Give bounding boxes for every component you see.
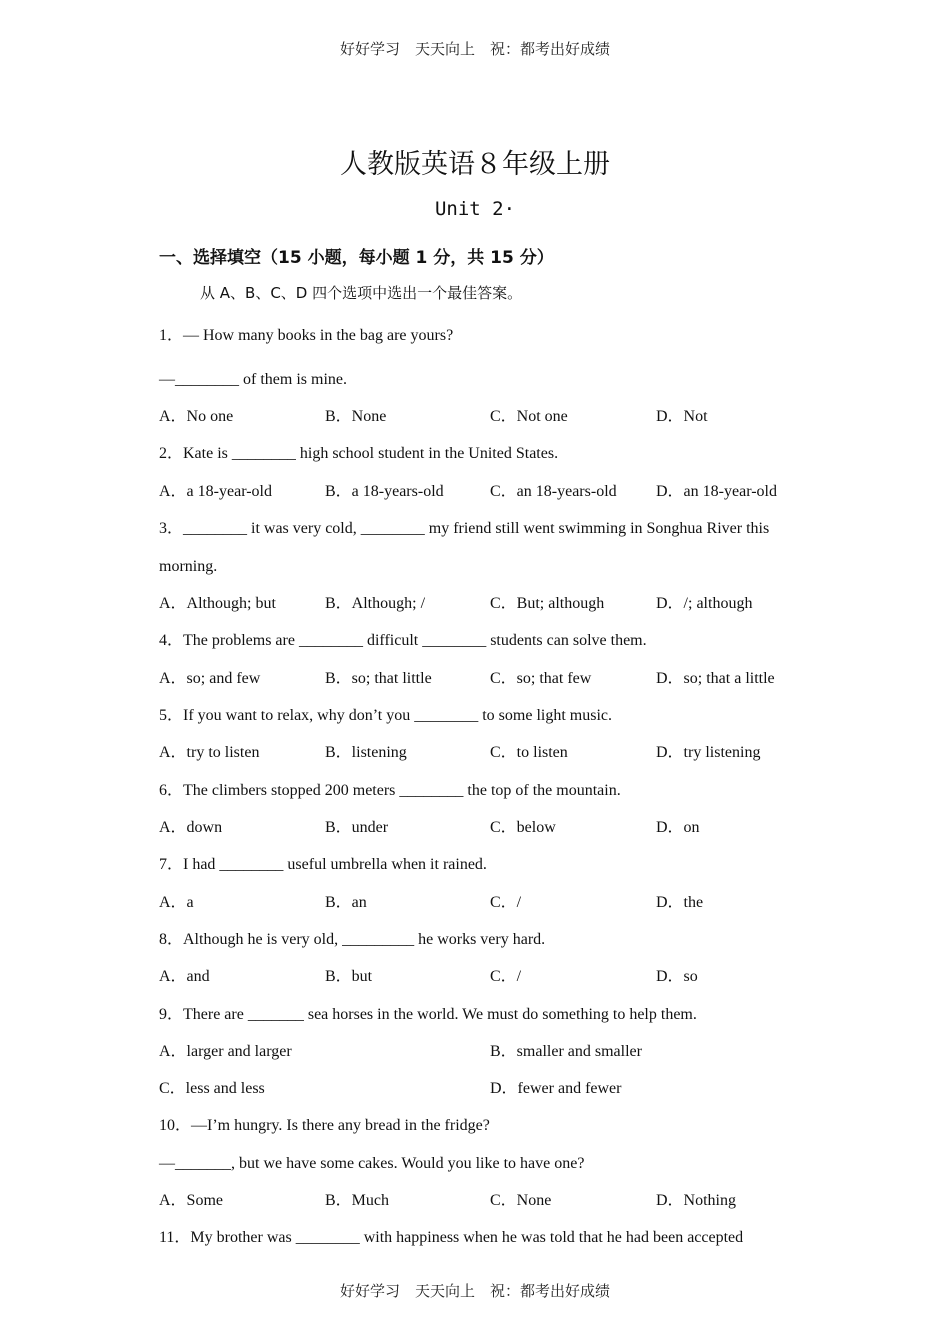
question-8-option-a: A．and [159, 968, 210, 985]
question-2-option-b: B．a 18-years-old [325, 483, 444, 500]
question-10-option-a: A．Some [159, 1192, 224, 1209]
question-9-option-a: A．larger and larger [159, 1043, 292, 1060]
question-2-stem: 2．Kate is ________ high school student in the United States. [159, 445, 559, 462]
question-10-option-d: D．Nothing [656, 1192, 737, 1209]
question-1-stem-continued: —________ of them is mine. [159, 371, 347, 388]
question-3-option-d: D．/; although [656, 595, 753, 612]
question-4-option-b: B．so; that little [325, 670, 432, 687]
question-9-option-d: D．fewer and fewer [490, 1080, 622, 1097]
question-8-stem: 8．Although he is very old, _________ he works very hard. [159, 931, 546, 948]
question-2-option-a: A．a 18-year-old [159, 483, 272, 500]
question-7-option-b: B．an [325, 894, 367, 911]
section-heading: 一、选择填空（15 小题，每小题 1 分，共 15 分） [159, 248, 554, 268]
unit-subtitle: Unit 2· [434, 198, 516, 220]
question-9-option-c: C．less and less [159, 1080, 265, 1097]
question-9-option-b: B．smaller and smaller [490, 1043, 642, 1060]
question-7-stem: 7．I had ________ useful umbrella when it rained. [159, 856, 487, 873]
question-1-stem: 1．— How many books in the bag are yours? [159, 327, 454, 344]
question-6-option-d: D．on [656, 819, 700, 836]
question-5-option-c: C．to listen [490, 744, 568, 761]
question-1-option-a: A．No one [159, 408, 234, 425]
question-8-option-d: D．so [656, 968, 698, 985]
question-5-option-d: D．try listening [656, 744, 761, 761]
question-8-option-c: C．/ [490, 968, 522, 985]
question-5-option-b: B．listening [325, 744, 407, 761]
question-3-stem: 3．________ it was very cold, ________ my friend still went swimming in Songhua River this [159, 520, 770, 537]
document-title: 人教版英语８年级上册 [340, 149, 610, 180]
question-3-stem-continued: morning. [159, 558, 218, 575]
question-11-stem: 11．My brother was ________ with happiness when he was told that he had been accepted [159, 1229, 744, 1246]
page-footer: 好好学习 天天向上 祝：都考出好成绩 [339, 1282, 610, 1300]
question-10-stem: 10．—I’m hungry. Is there any bread in the fridge? [159, 1117, 490, 1134]
question-2-option-c: C．an 18-years-old [490, 483, 617, 500]
question-6-option-c: C．below [490, 819, 556, 836]
question-10-stem-continued: —_______, but we have some cakes. Would you like to have one? [159, 1155, 585, 1172]
question-7-option-c: C．/ [490, 894, 522, 911]
question-6-option-a: A．down [159, 819, 223, 836]
question-4-option-c: C．so; that few [490, 670, 592, 687]
question-4-option-a: A．so; and few [159, 670, 261, 687]
question-5-option-a: A．try to listen [159, 744, 260, 761]
question-6-option-b: B．under [325, 819, 389, 836]
question-1-option-d: D．Not [656, 408, 708, 425]
question-3-option-b: B．Although; / [325, 595, 426, 612]
question-4-option-d: D．so; that a little [656, 670, 775, 687]
question-2-option-d: D．an 18-year-old [656, 483, 777, 500]
question-7-option-a: A．a [159, 894, 194, 911]
question-1-option-c: C．Not one [490, 408, 568, 425]
question-6-stem: 6．The climbers stopped 200 meters ________ the top of the mountain. [159, 782, 621, 799]
page-header: 好好学习 天天向上 祝：都考出好成绩 [339, 40, 610, 58]
question-5-stem: 5．If you want to relax, why don’t you ________ to some light music. [159, 707, 612, 724]
question-3-option-c: C．But; although [490, 595, 605, 612]
question-8-option-b: B．but [325, 968, 373, 985]
section-instruction: 从 A、B、C、D 四个选项中选出一个最佳答案。 [200, 284, 523, 302]
question-9-stem: 9．There are _______ sea horses in the world. We must do something to help them. [159, 1006, 697, 1023]
question-3-option-a: A．Although; but [159, 595, 276, 612]
question-10-option-b: B．Much [325, 1192, 390, 1209]
question-7-option-d: D．the [656, 894, 704, 911]
question-10-option-c: C．None [490, 1192, 552, 1209]
question-1-option-b: B．None [325, 408, 387, 425]
question-4-stem: 4．The problems are ________ difficult ________ students can solve them. [159, 632, 647, 649]
